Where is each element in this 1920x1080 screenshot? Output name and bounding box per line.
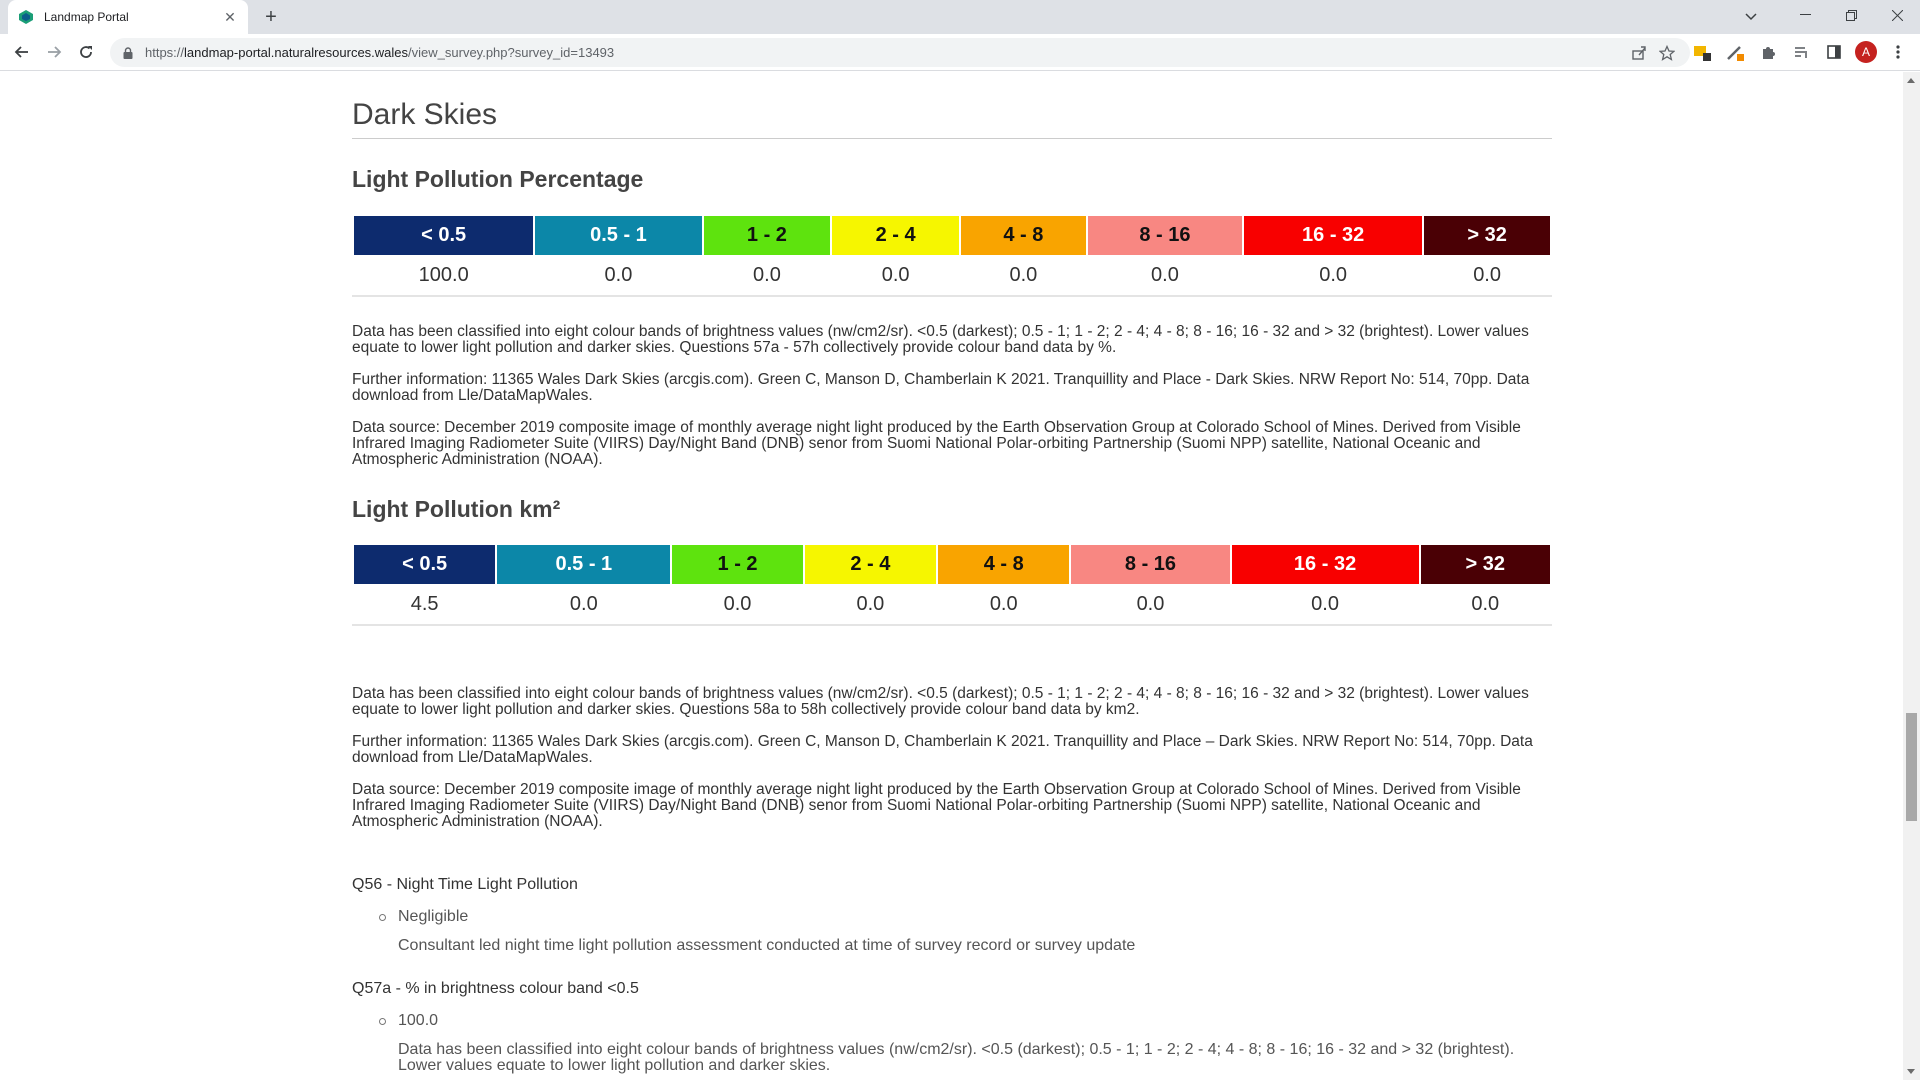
extension-badge-icon[interactable] <box>1690 40 1714 64</box>
km2-description: Data has been classified into eight colour bands of brightness values (nw/cm2/sr). <0.5 (darkest); 0.5 - 1; 1 - 2; 2 - 4; 4 - 8; 8 - 16; 16 - 32 and > 32 (brightest). Lower values equate to lower light pollution and darker skies. Questions 58a to 58h collectively provide colour band data by km2. <box>352 685 1529 718</box>
side-panel-icon[interactable] <box>1822 40 1846 64</box>
km2-data-source: Data source: December 2019 composite image of monthly average night light produced by the Earth Observation Group at Colorado School of Mines. Derived from Visible Infrared Imaging Radiometer Suite (VIIRS) Day/Night Band (DNB) senor from Suomi National Polar-orbiting Partnership (Suomi NPP) satellite, National Oceanic and Atmospheric Administration (NOAA). <box>352 781 1521 830</box>
tab-landmap-portal[interactable] <box>8 0 248 34</box>
pct-band-header: > 32 <box>1424 216 1550 255</box>
scroll-down-arrow-icon[interactable] <box>1907 1069 1915 1074</box>
new-tab-button[interactable]: + <box>265 6 277 28</box>
url-scheme: https:// <box>145 45 185 60</box>
restore-button[interactable] <box>1828 0 1874 30</box>
scrollbar-thumb[interactable] <box>1906 713 1917 821</box>
pct-band-value-row <box>354 255 1550 295</box>
km2-band-table <box>352 545 1552 626</box>
forward-arrow-icon[interactable] <box>41 39 67 65</box>
pct-title: Light Pollution Percentage <box>352 166 644 192</box>
question-q57a-note: Data has been classified into eight colour bands of brightness values (nw/cm2/sr). <0.5 (darkest); 0.5 - 1; 1 - 2; 2 - 4; 4 - 8; 8 - 16; 16 - 32 and > 32 (brightest). Lower values equate to lower light pollution and darker skies. <box>398 1041 1515 1074</box>
profile-avatar[interactable]: A <box>1855 41 1877 63</box>
pct-band-value: 0.0 <box>1009 263 1038 286</box>
lock-icon[interactable] <box>122 47 134 59</box>
pct-band-value: 0.0 <box>1151 263 1179 286</box>
km2-band-value-row <box>354 584 1550 624</box>
pct-description: Data has been classified into eight colour bands of brightness values (nw/cm2/sr). <0.5 (darkest); 0.5 - 1; 1 - 2; 2 - 4; 4 - 8; 8 - 16; 16 - 32 and > 32 (brightest). Lower values equate to lower light pollution and darker skies. Questions 57a - 57h collectively provide colour band data by %. <box>352 323 1529 356</box>
km2-band-value: 0.0 <box>989 592 1018 615</box>
km2-band-value: 0.0 <box>723 592 752 615</box>
list-item <box>379 1012 1554 1030</box>
browser-toolbar <box>0 34 1920 71</box>
list-item <box>379 908 1554 926</box>
pct-band-header-row <box>354 216 1550 255</box>
question-q56-answer: Negligible <box>398 908 469 925</box>
pct-band-value: 0.0 <box>753 263 781 286</box>
km2-band-value: 0.0 <box>1471 592 1500 615</box>
pct-further-info: Further information: 11365 Wales Dark Skies (arcgis.com). Green C, Manson D, Chamberlain K 2021. Tranquillity and Place - Dark Skies. NRW Report No: 514, 70pp. Data download from Lle/DataMapWales. <box>352 371 1530 404</box>
km2-band-value: 4.5 <box>410 592 439 615</box>
kebab-menu-icon[interactable] <box>1886 40 1910 64</box>
section-title: Dark Skies <box>352 98 498 131</box>
page-viewport <box>0 72 1903 1080</box>
km2-further-info: Further information: 11365 Wales Dark Skies (arcgis.com). Green C, Manson D, Chamberlain K 2021. Tranquillity and Place – Dark Skies. NRW Report No: 514, 70pp. Data download from Lle/DataMapWales. <box>352 733 1533 766</box>
pct-band-header: 1 - 2 <box>704 216 831 255</box>
pct-band-header: < 0.5 <box>354 216 533 255</box>
km2-band-header: 4 - 8 <box>938 545 1069 584</box>
km2-band-header: < 0.5 <box>354 545 495 584</box>
url-path: /view_survey.php?survey_id=13493 <box>408 45 615 60</box>
pct-band-value: 0.0 <box>604 263 633 286</box>
question-q57a-label: Q57a - % in brightness colour band <0.5 <box>352 980 639 997</box>
km2-band-header-row <box>354 545 1550 584</box>
share-icon[interactable] <box>1628 42 1650 64</box>
bullet-circle-icon <box>379 914 386 921</box>
tab-close-icon[interactable]: ✕ <box>224 8 236 25</box>
km2-band-value: 0.0 <box>1136 592 1165 615</box>
pct-band-value: 0.0 <box>881 263 910 286</box>
km2-band-value: 0.0 <box>1311 592 1339 615</box>
km2-band-header: 1 - 2 <box>672 545 802 584</box>
scroll-up-arrow-icon[interactable] <box>1907 78 1915 83</box>
pct-data-source: Data source: December 2019 composite image of monthly average night light produced by the Earth Observation Group at Colorado School of Mines. Derived from Visible Infrared Imaging Radiometer Suite (VIIRS) Day/Night Band (DNB) senor from Suomi National Polar-orbiting Partnership (Suomi NPP) satellite, National Oceanic and Atmospheric Administration (NOAA). <box>352 419 1521 468</box>
question-q56-note: Consultant led night time light pollution assessment conducted at time of survey record or survey update <box>398 937 1136 954</box>
km2-band-header: 2 - 4 <box>805 545 936 584</box>
km2-band-value: 0.0 <box>856 592 885 615</box>
question-q56-label: Q56 - Night Time Light Pollution <box>352 876 578 893</box>
pct-band-value: 100.0 <box>418 263 469 286</box>
km2-band-header: > 32 <box>1421 545 1550 584</box>
url-host: landmap-portal.naturalresources.wales <box>184 45 409 60</box>
pct-band-header: 8 - 16 <box>1088 216 1242 255</box>
address-bar[interactable] <box>110 38 1690 67</box>
minimize-button[interactable] <box>1782 0 1828 30</box>
pct-band-table <box>352 216 1552 297</box>
pct-band-value: 0.0 <box>1319 263 1348 286</box>
tab-search-chevron-icon[interactable] <box>1740 6 1762 28</box>
pct-band-header: 16 - 32 <box>1244 216 1422 255</box>
pct-band-value: 0.0 <box>1473 263 1501 286</box>
pct-band-header: 4 - 8 <box>961 216 1086 255</box>
tab-title: Landmap Portal <box>44 10 129 24</box>
section-divider <box>352 138 1552 139</box>
pct-band-header: 2 - 4 <box>832 216 959 255</box>
km2-band-value: 0.0 <box>569 592 598 615</box>
vertical-scrollbar[interactable] <box>1903 72 1920 1080</box>
close-window-button[interactable] <box>1874 0 1920 30</box>
star-icon[interactable] <box>1656 42 1678 64</box>
question-q57a-answer-list <box>379 1012 1554 1074</box>
url-text <box>145 45 614 60</box>
km2-band-header: 16 - 32 <box>1232 545 1419 584</box>
tab-strip <box>0 0 1920 34</box>
reload-icon[interactable] <box>73 39 99 65</box>
question-q56-answer-list <box>379 908 1554 954</box>
question-q57a-answer: 100.0 <box>398 1012 439 1029</box>
km2-band-header: 0.5 - 1 <box>497 545 670 584</box>
landmap-favicon-icon <box>18 9 34 25</box>
km2-title: Light Pollution km² <box>352 496 561 522</box>
pct-band-header: 0.5 - 1 <box>535 216 701 255</box>
puzzle-icon[interactable] <box>1756 40 1780 64</box>
extension-pen-icon[interactable] <box>1723 40 1747 64</box>
reading-list-icon[interactable] <box>1789 40 1813 64</box>
km2-band-header: 8 - 16 <box>1071 545 1229 584</box>
bullet-circle-icon <box>379 1018 386 1025</box>
back-arrow-icon[interactable] <box>9 39 35 65</box>
